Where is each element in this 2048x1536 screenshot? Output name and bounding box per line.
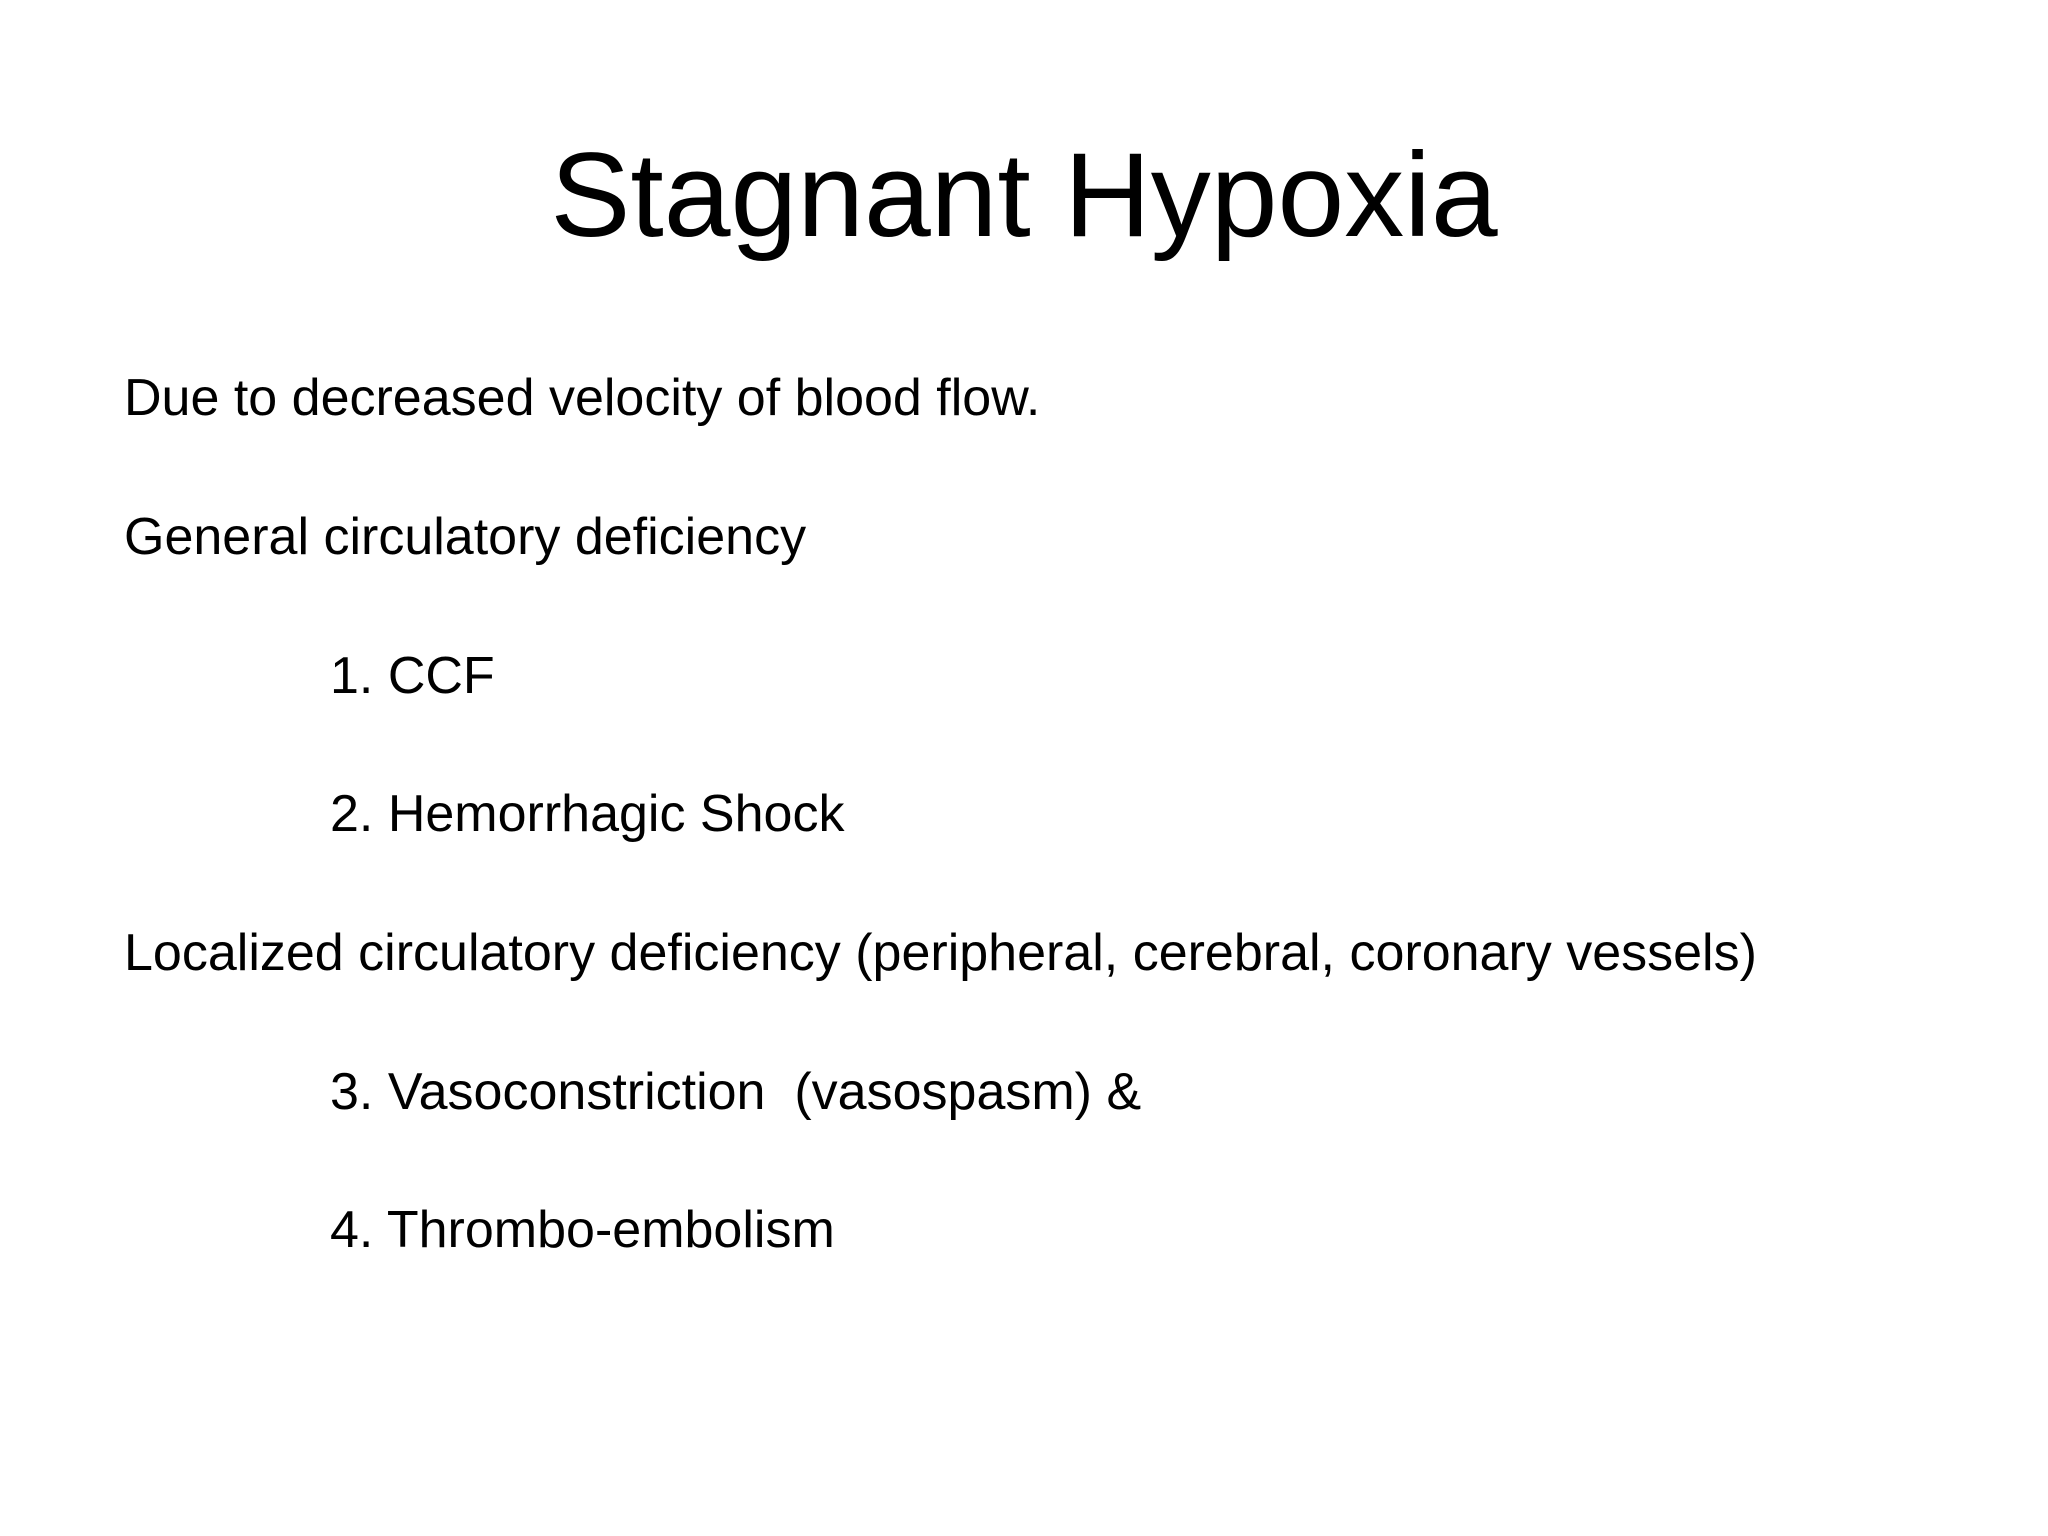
list-item-hemorrhagic-shock: 2. Hemorrhagic Shock bbox=[330, 785, 845, 843]
body-line-general-deficiency: General circulatory deficiency bbox=[124, 508, 807, 566]
slide-title: Stagnant Hypoxia bbox=[550, 128, 1498, 262]
list-item-ccf: 1. CCF bbox=[330, 647, 495, 705]
body-line-cause: Due to decreased velocity of blood flow. bbox=[124, 369, 1041, 427]
list-item-vasoconstriction: 3. Vasoconstriction (vasospasm) & bbox=[330, 1063, 1142, 1121]
list-item-thrombo-embolism: 4. Thrombo-embolism bbox=[330, 1201, 835, 1259]
body-line-localized-deficiency: Localized circulatory deficiency (peripheral, cerebral, coronary vessels) bbox=[124, 924, 1757, 982]
